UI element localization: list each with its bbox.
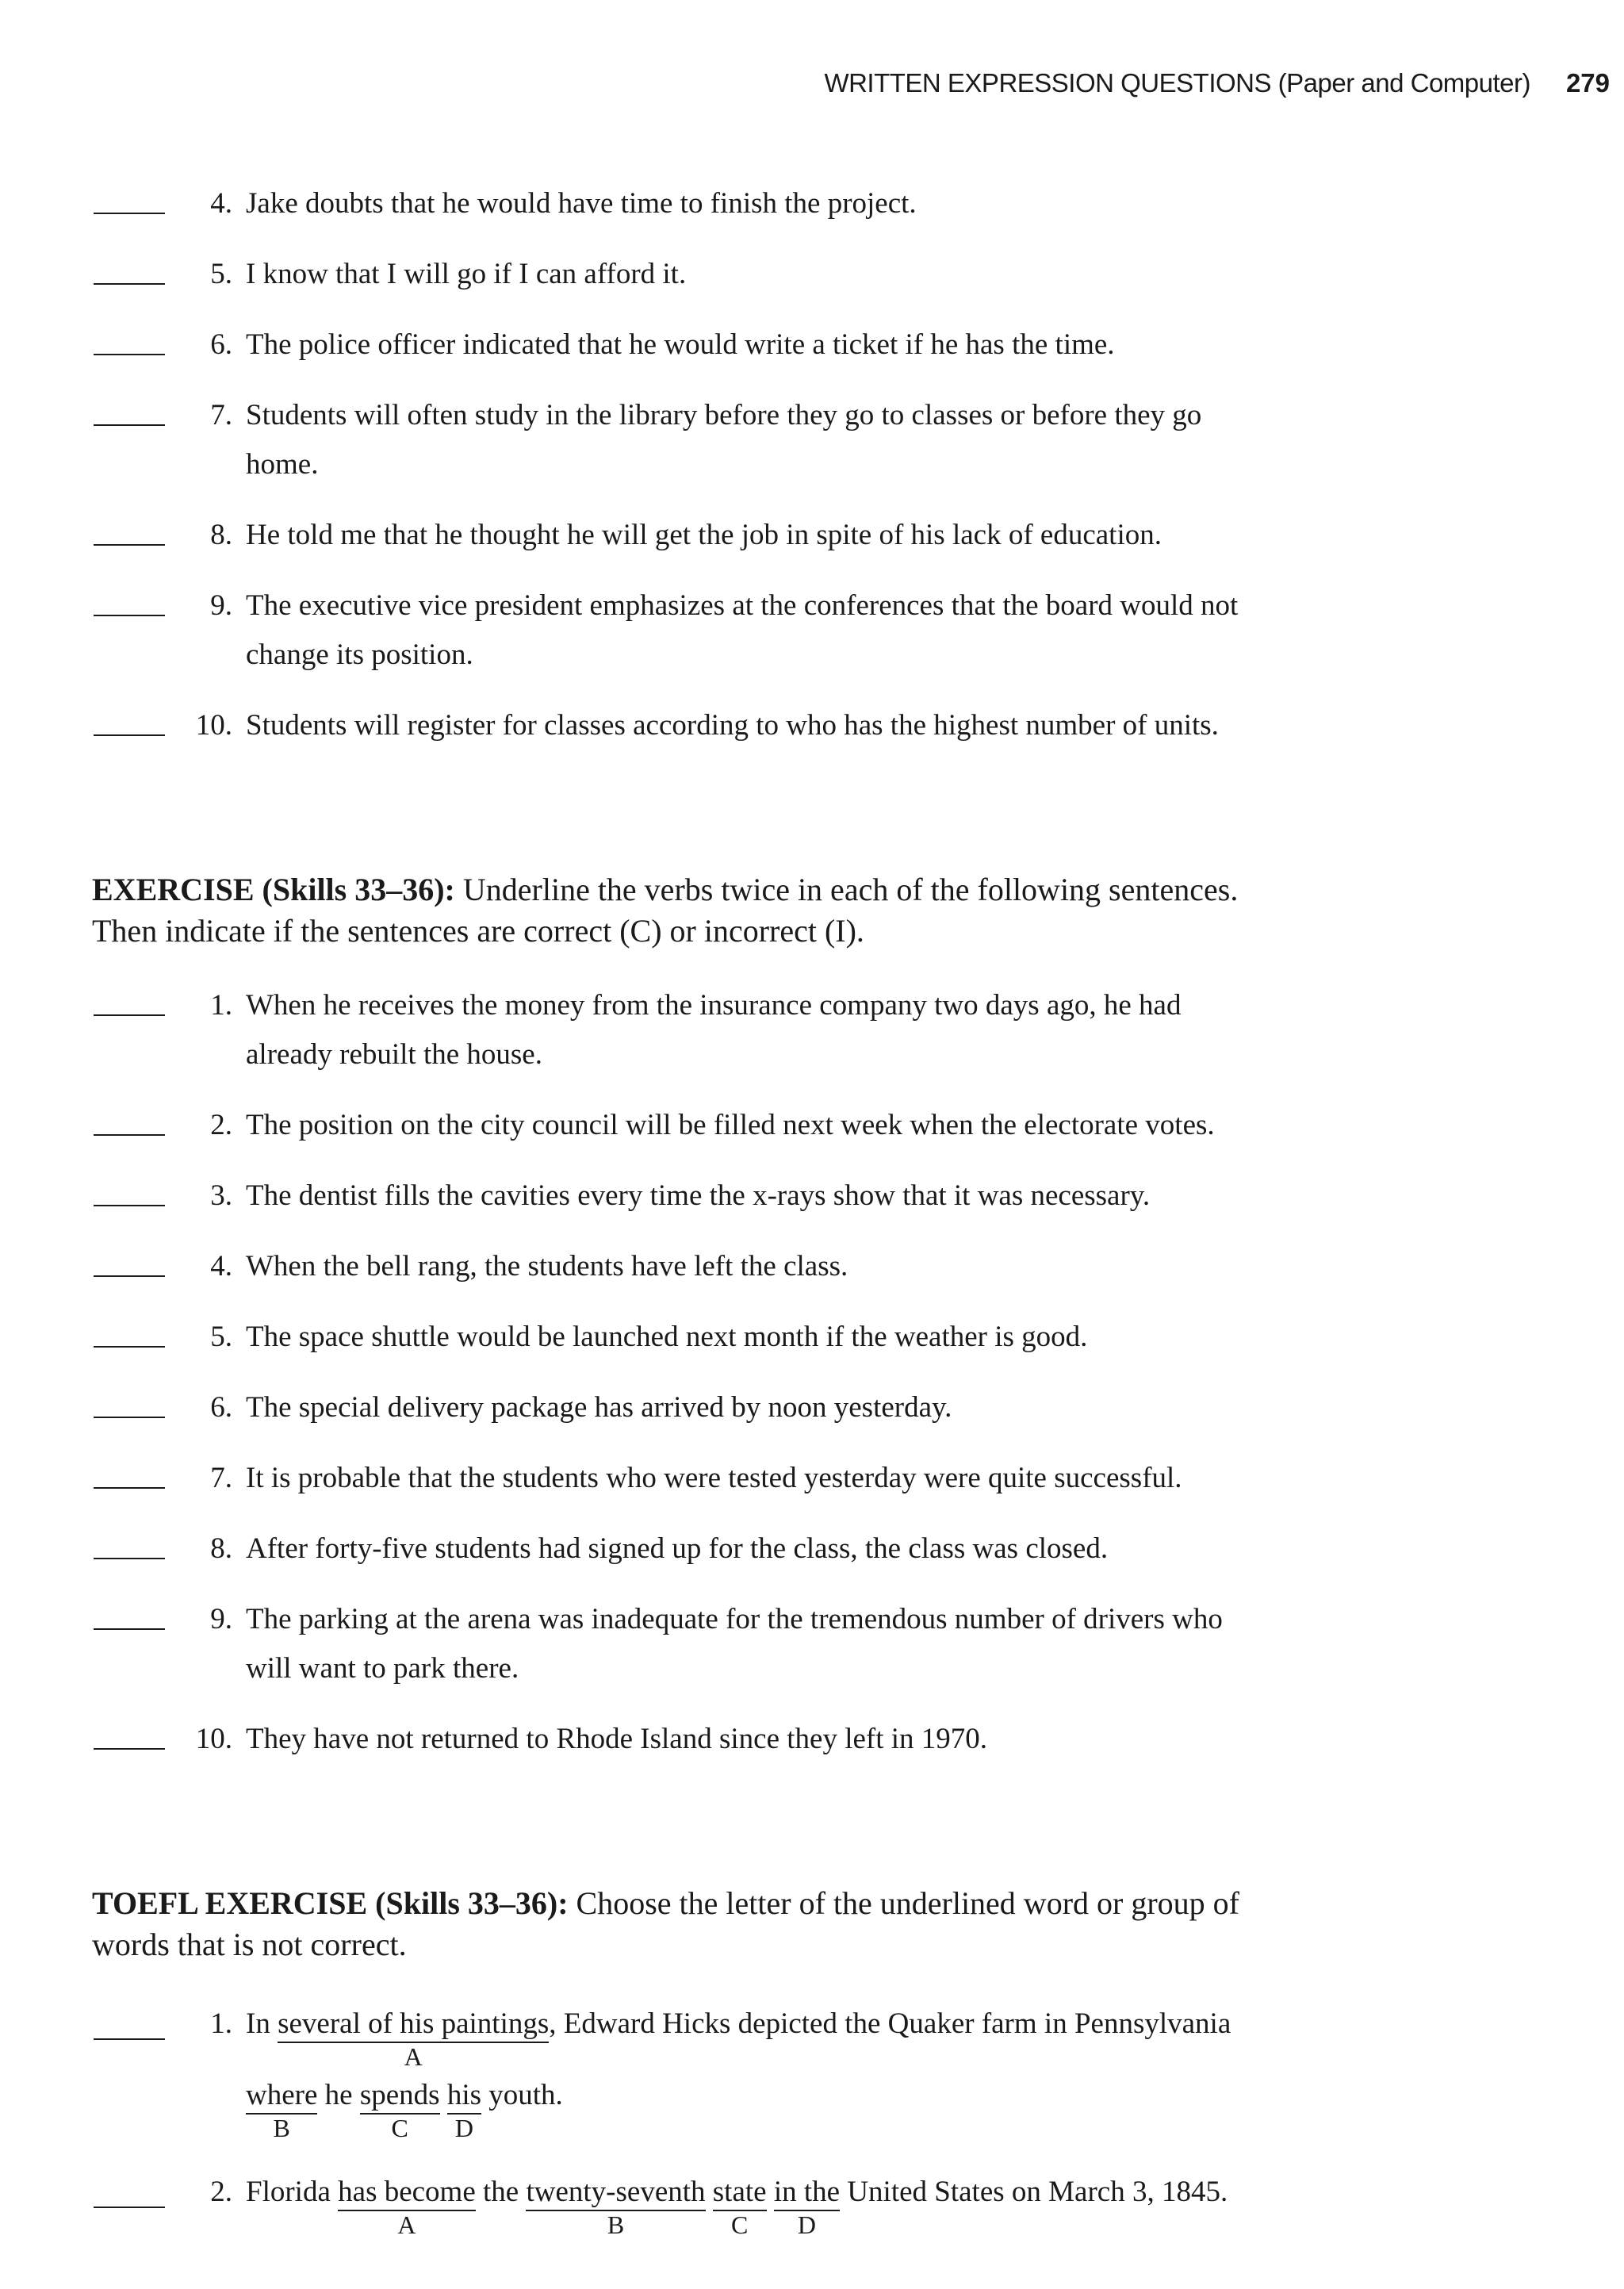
question-line: where B he spends C his D youth. [246, 2079, 563, 2142]
item-text-continued: home. [246, 448, 319, 481]
answer-blank[interactable] [94, 2207, 165, 2208]
item-text: It is probable that the students who were tested yesterday were quite successful. [246, 1462, 1182, 1494]
item-text: The executive vice president emphasizes at the conferences that the board would not [246, 589, 1239, 622]
toefl-exercise-heading [92, 1883, 1527, 1965]
option-letter: C [391, 2114, 408, 2142]
item-text: The parking at the arena was inadequate for the tremendous number of drivers who [246, 1603, 1223, 1635]
item-number: 7. [210, 1462, 232, 1494]
list-item [94, 1313, 1505, 1362]
underlined-option-c[interactable]: spends C [359, 2079, 440, 2142]
item-text: Jake doubts that he would have time to finish the project. [246, 187, 917, 220]
item-text: They have not returned to Rhode Island since they left in 1970. [246, 1723, 988, 1755]
item-text: When the bell rang, the students have left the class. [246, 1250, 848, 1283]
item-number: 6. [210, 328, 232, 361]
toefl-heading-text: Choose the letter of the underlined word or group of [568, 1885, 1239, 1921]
item-text: He told me that he thought he will get the job in spite of his lack of education. [246, 519, 1162, 551]
running-header [0, 68, 1624, 116]
answer-blank[interactable] [94, 213, 165, 214]
question-line: Florida has become A the twenty-seventh B state C in the D United States on March 3, 1845. [246, 2176, 1228, 2239]
item-number: 1. [210, 989, 232, 1022]
exercise-heading [92, 869, 1527, 952]
item-text: Students will register for classes according to who has the highest number of units. [246, 709, 1219, 742]
underlined-option-a[interactable]: has become A [338, 2176, 476, 2239]
item-number: 7. [210, 399, 232, 431]
answer-blank[interactable] [94, 283, 165, 285]
page-number: 279 [1565, 68, 1610, 98]
option-letter: B [273, 2114, 290, 2142]
item-text-continued: will want to park there. [246, 1652, 519, 1685]
item-number: 4. [210, 187, 232, 220]
answer-blank[interactable] [94, 1748, 165, 1750]
item-number: 5. [210, 258, 232, 290]
option-letter: B [607, 2210, 625, 2239]
list-item [94, 1383, 1505, 1432]
option-letter: A [404, 2042, 423, 2071]
list-item [94, 179, 1505, 228]
exercise-heading-text-continued: Then indicate if the sentences are correct (C) or incorrect (I). [92, 913, 864, 949]
list-item [94, 1595, 1505, 1693]
toefl-heading-text-continued: words that is not correct. [92, 1927, 407, 1962]
item-number: 9. [210, 1603, 232, 1635]
answer-blank[interactable] [94, 424, 165, 426]
item-number: 9. [210, 589, 232, 622]
item-number: 5. [210, 1321, 232, 1353]
item-text-continued: change its position. [246, 638, 473, 671]
item-text: When he receives the money from the insurance company two days ago, he had [246, 989, 1182, 1022]
list-item [94, 1454, 1505, 1503]
item-text: The dentist fills the cavities every time the x-rays show that it was necessary. [246, 1179, 1151, 1212]
answer-blank[interactable] [94, 1205, 165, 1206]
answer-blank[interactable] [94, 354, 165, 355]
underlined-option-b[interactable]: where B [246, 2079, 318, 2142]
list-item [94, 1171, 1505, 1221]
answer-blank[interactable] [94, 1417, 165, 1418]
underlined-option-b[interactable]: twenty-seventh B [526, 2176, 706, 2239]
answer-blank[interactable] [94, 1558, 165, 1559]
list-item [94, 511, 1505, 560]
list-item [94, 701, 1505, 750]
answer-blank[interactable] [94, 615, 165, 616]
toefl-question [94, 2175, 1521, 2254]
answer-blank[interactable] [94, 1346, 165, 1348]
list-item [94, 320, 1505, 370]
answer-blank[interactable] [94, 1275, 165, 1277]
list-item [94, 1242, 1505, 1291]
answer-blank[interactable] [94, 1628, 165, 1630]
item-text: The space shuttle would be launched next month if the weather is good. [246, 1321, 1088, 1353]
underlined-option-c[interactable]: state C [712, 2176, 767, 2239]
answer-blank[interactable] [94, 1487, 165, 1489]
item-number: 4. [210, 1250, 232, 1283]
list-item [94, 1524, 1505, 1574]
answer-blank[interactable] [94, 544, 165, 546]
answer-blank[interactable] [94, 734, 165, 736]
option-letter: D [797, 2210, 816, 2239]
item-number: 3. [210, 1179, 232, 1212]
item-number: 10. [195, 1723, 232, 1755]
list-item [94, 981, 1505, 1079]
item-text: The special delivery package has arrived by noon yesterday. [246, 1391, 952, 1424]
answer-blank[interactable] [94, 2038, 165, 2040]
toefl-question [94, 2007, 1521, 2149]
list-item [94, 1101, 1505, 1150]
underlined-option-d[interactable]: in the D [773, 2176, 841, 2239]
answer-blank[interactable] [94, 1134, 165, 1136]
running-header-title: WRITTEN EXPRESSION QUESTIONS (Paper and Computer) [824, 68, 1530, 98]
question-line: In several of his paintings A , Edward Hicks depicted the Quaker farm in Pennsylvania [246, 2007, 1231, 2071]
item-number: 8. [210, 519, 232, 551]
item-number: 2. [210, 1109, 232, 1141]
answer-blank[interactable] [94, 1014, 165, 1016]
list-item [94, 581, 1505, 680]
underlined-option-d[interactable]: his D [446, 2079, 481, 2142]
underlined-option-a[interactable]: several of his paintings A [278, 2007, 550, 2071]
option-letter: A [397, 2210, 416, 2239]
toefl-heading-label: TOEFL EXERCISE (Skills 33–36): [92, 1885, 569, 1921]
item-text: I know that I will go if I can afford it. [246, 258, 687, 290]
item-text: Students will often study in the library before they go to classes or before they go [246, 399, 1202, 431]
option-letter: D [454, 2114, 473, 2142]
item-number: 10. [195, 709, 232, 742]
item-number: 8. [210, 1532, 232, 1565]
item-number: 6. [210, 1391, 232, 1424]
item-text-continued: already rebuilt the house. [246, 1038, 542, 1071]
item-text: After forty-five students had signed up for the class, the class was closed. [246, 1532, 1109, 1565]
item-number: 2. [210, 2176, 232, 2208]
exercise-heading-label: EXERCISE (Skills 33–36): [92, 872, 455, 907]
option-letter: C [731, 2210, 749, 2239]
list-item [94, 391, 1505, 489]
list-item [94, 250, 1505, 299]
item-text: The position on the city council will be filled next week when the electorate votes. [246, 1109, 1215, 1141]
exercise-heading-text: Underline the verbs twice in each of the following sentences. [454, 872, 1239, 907]
list-item [94, 1715, 1505, 1764]
item-number: 1. [210, 2007, 232, 2040]
item-text: The police officer indicated that he would write a ticket if he has the time. [246, 328, 1115, 361]
